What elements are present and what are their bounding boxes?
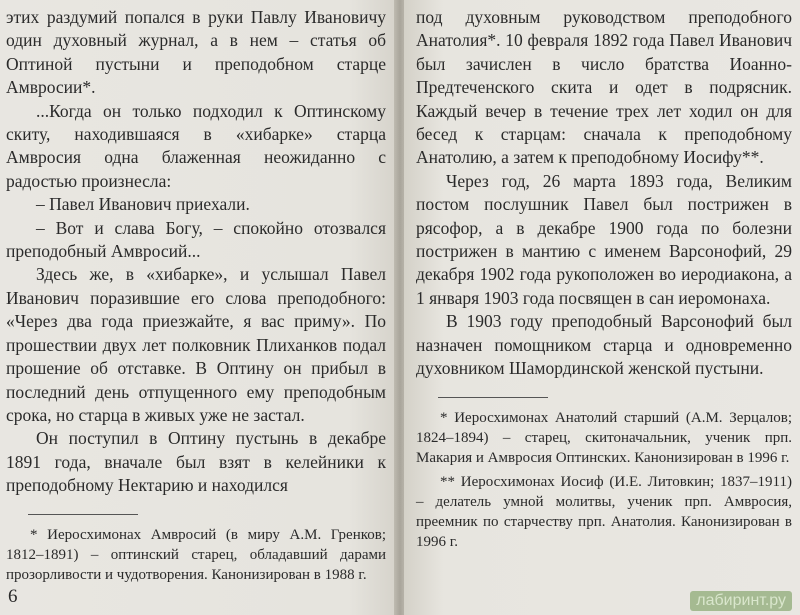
paragraph: Здесь же, в «хибарке», и услышал Павел Иванович поразившие его слова преподобного: «Через два года приезжайте, я вас приму». По прошествии двух лет полковник Плиханков подал прошение об отставке. В Оптину он прибыл в последний день отпущенного ему преподобным срока, но старца в живых уже не застал.	[6, 264, 386, 425]
footnote-divider	[28, 514, 138, 515]
footnote: ** Иеросхимонах Иосиф (И.Е. Литовкин; 1837–1911) – делатель умной молитвы, ученик прп. Амвросия, преемник по старчеству прп. Анатолия. Канонизирован в 1996 г.	[416, 473, 792, 550]
paragraph: этих раздумий попался в руки Павлу Ивановичу один духовный журнал, а в нем – статья об Оптиной пустыни и преподобном старце Амвросии*.	[6, 7, 386, 98]
paragraph: – Павел Иванович приехали.	[36, 194, 250, 215]
paragraph: В 1903 году преподобный Варсонофий был назначен помощником старца и одновременно духовником Шамординской женской пустыни.	[416, 311, 792, 379]
footnote: * Иеросхимонах Амвросий (в миру А.М. Гренков; 1812–1891) – оптинский старец, обладавший дарами прозорливости и чудотворения. Канонизирован в 1988 г.	[6, 526, 386, 583]
paragraph: под духовным руководством преподобного Анатолия*. 10 февраля 1892 года Павел Иванович был зачислен в число братства Иоанно-Предтеченского скита и одет в подрясник. Каждый вечер в течение трех лет ходил он для бесед к старцам: сначала к преподобному Анатолию, а затем к преподобному Иосифу**.	[416, 7, 792, 168]
footnote: * Иеросхимонах Анатолий старший (А.М. Зерцалов; 1824–1894) – старец, скитоначальник, ученик прп. Макария и Амвросия Оптинских. Канонизирован в 1996 г.	[416, 409, 792, 466]
paragraph: Через год, 26 марта 1893 года, Великим постом послушник Павел был пострижен в рясофор, а в декабре 1900 года по болезни пострижен в мантию с именем Варсонофий, 29 декабря 1902 года рукоположен во иеродиакона, а 1 января 1903 года посвящен в сан иеромонаха.	[416, 170, 792, 308]
paragraph: Он поступил в Оптину пустынь в декабре 1891 года, вначале был взят в келейники к преподобному Нектарию и находился	[6, 428, 386, 496]
paragraph: ...Когда он только подходил к Оптинскому скиту, находившаяся в «хибарке» старца Амвросия одна блаженная неожиданно с радостью произнесла:	[6, 100, 386, 191]
right-text-column	[416, 6, 792, 552]
left-page	[0, 0, 396, 615]
right-page	[404, 0, 800, 615]
footnote-divider	[438, 397, 548, 398]
left-text-column	[6, 6, 386, 585]
watermark-logo: лабиринт.ру	[690, 591, 792, 611]
page-number: 6	[8, 586, 18, 607]
paragraph: – Вот и слава Богу, – спокойно отозвался преподобный Амвросий...	[6, 217, 386, 262]
